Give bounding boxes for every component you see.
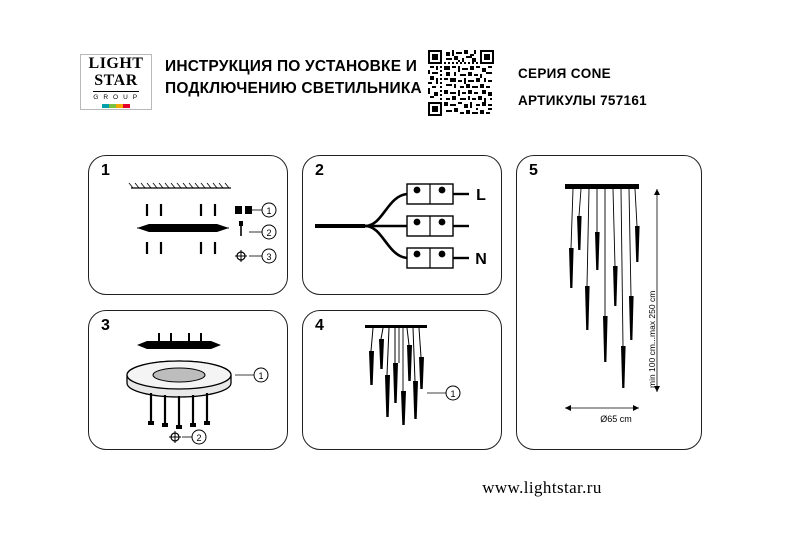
document-header <box>40 42 752 122</box>
step-panel-1 <box>88 155 288 295</box>
svg-text:2: 2 <box>196 433 202 443</box>
canopy-attach-icon <box>89 311 289 451</box>
page-title-line-2: ПОДКЛЮЧЕНИЮ СВЕТИЛЬНИКА <box>165 80 422 98</box>
step-number-1: 1 <box>101 162 110 179</box>
page-title <box>165 56 445 101</box>
logo-divider <box>93 91 139 92</box>
step-number-3: 3 <box>101 317 110 334</box>
height-dimension-label: min 100 cm...max 250 cm <box>647 290 657 388</box>
svg-text:2: 2 <box>266 228 272 238</box>
full-fixture-dimensions-icon <box>517 156 703 451</box>
step-panel-3 <box>88 310 288 450</box>
website-link[interactable]: www.lightstar.ru <box>482 478 602 497</box>
step-panel-2 <box>302 155 502 295</box>
svg-text:3: 3 <box>266 252 272 262</box>
diameter-dimension-label: Ø65 cm <box>600 414 632 424</box>
svg-text:1: 1 <box>258 371 264 381</box>
logo-color-swatches <box>102 104 130 108</box>
article-label: АРТИКУЛЫ 757161 <box>518 93 647 108</box>
step-panel-4 <box>302 310 502 450</box>
qr-code-icon <box>428 50 494 116</box>
pendant-cones-icon <box>303 311 503 451</box>
logo-line-3: G R O U P <box>93 94 139 101</box>
terminal-block-wiring-icon <box>303 156 503 296</box>
terminal-label-N: N <box>475 251 487 268</box>
logo-line-1: LIGHT <box>88 55 144 73</box>
step-number-4: 4 <box>315 317 324 334</box>
product-meta <box>518 60 758 114</box>
step-number-2: 2 <box>315 162 324 179</box>
page-title-line-1: ИНСТРУКЦИЯ ПО УСТАНОВКЕ И <box>165 58 418 75</box>
brand-logo <box>80 54 152 110</box>
terminal-label-L: L <box>476 187 486 204</box>
document-footer <box>0 478 790 498</box>
logo-line-2: STAR <box>94 71 138 89</box>
step-panel-5 <box>516 155 702 450</box>
svg-text:1: 1 <box>266 206 272 216</box>
series-label: СЕРИЯ CONE <box>518 66 611 81</box>
svg-text:1: 1 <box>450 389 456 399</box>
mounting-bracket-ceiling-icon <box>89 156 289 296</box>
step-number-5: 5 <box>529 162 538 179</box>
